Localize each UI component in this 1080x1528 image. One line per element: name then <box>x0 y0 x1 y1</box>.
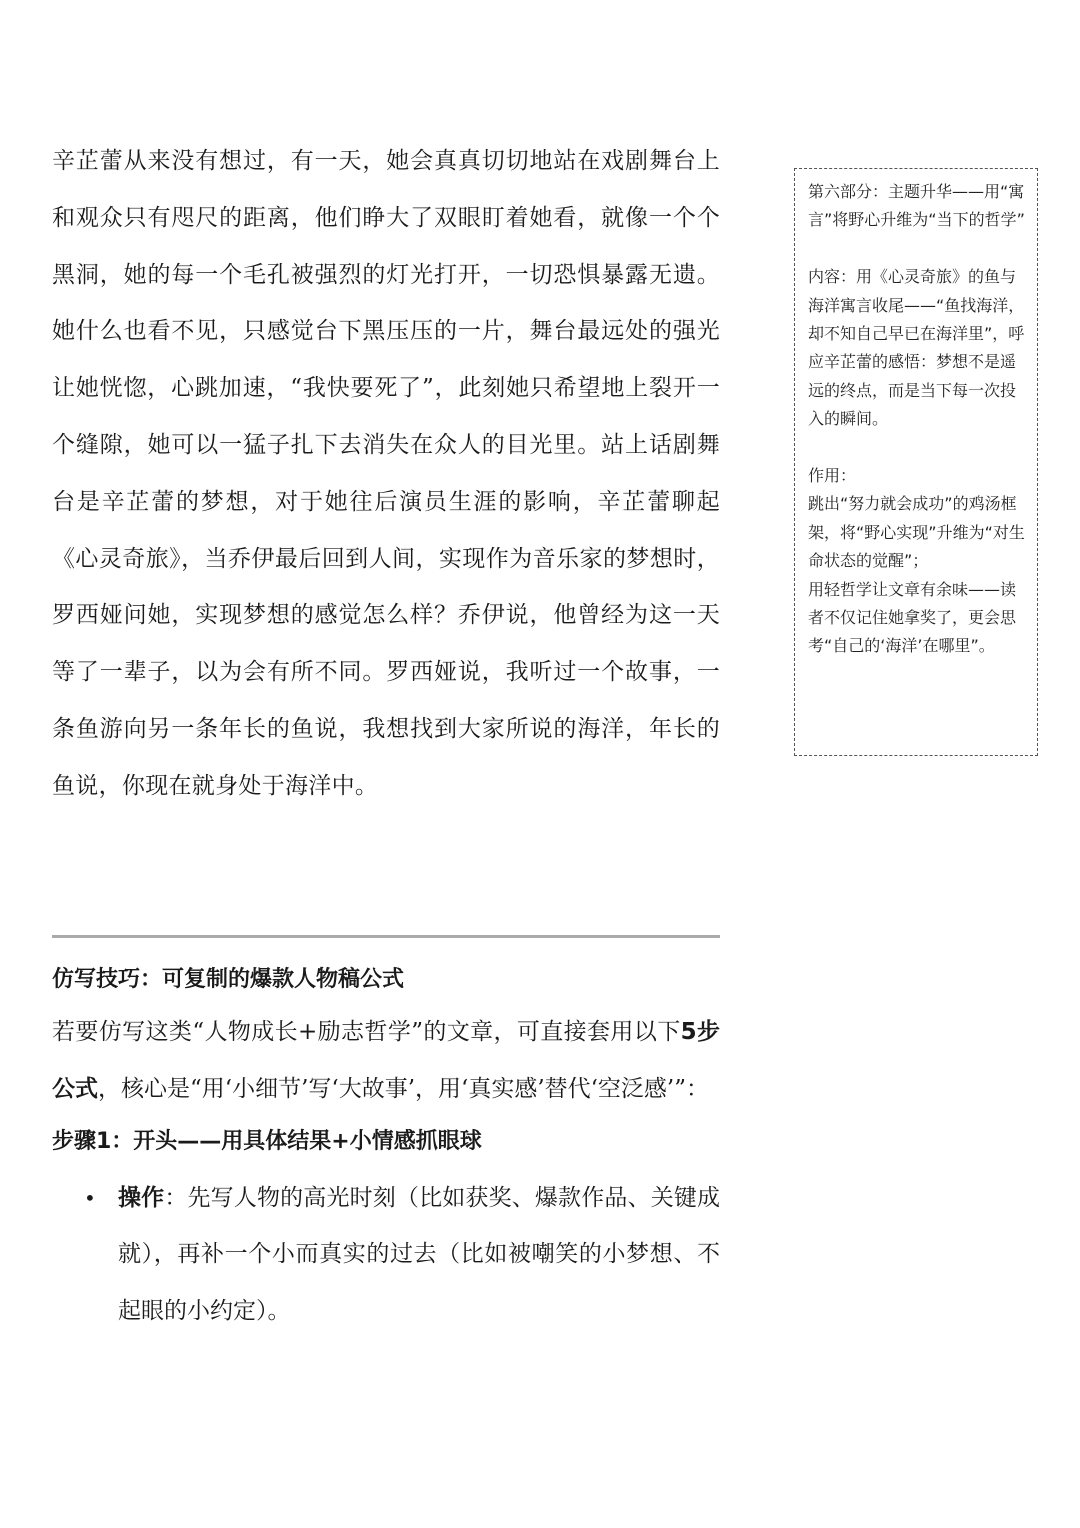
step-1-title: 步骤1：开头——用具体结果+小情感抓眼球 <box>52 1128 482 1154</box>
writing-tips-section <box>52 958 720 1340</box>
annotation-box <box>794 168 1038 756</box>
section-divider <box>52 935 720 938</box>
annotation-heading: 第六部分：主题升华——用“寓言”将野心升维为“当下的哲学” <box>808 182 1025 230</box>
tips-intro-text: 若要仿写这类“人物成长+励志哲学”的文章，可直接套用以下 <box>52 1019 681 1045</box>
bullet-icon: • <box>84 1185 96 1210</box>
annotation-effect-2: 用轻哲学让文章有余味——读者不仅记住她拿奖了，更会思考“自己的‘海洋’在哪里”。 <box>808 579 1017 656</box>
tips-intro-text: ，核心是“用‘小细节’写‘大故事’，用‘真实感’替代‘空泛感’”： <box>98 1075 710 1102</box>
annotation-spacer <box>808 235 1025 263</box>
annotation-spacer <box>808 434 1025 462</box>
list-item <box>52 1170 720 1340</box>
tips-intro <box>52 1004 720 1118</box>
annotation-content: 内容：用《心灵奇旅》的鱼与海洋寓言收尾——“鱼找海洋，却不知自己早已在海洋里”，呼应辛芷蕾的感悟：梦想不是遥远的终点，而是当下每一次投入的瞬间。 <box>808 267 1025 429</box>
step-item-text: ：先写人物的高光时刻（比如获奖、爆款作品、关键成就），再补一个小而真实的过去（比如被嘲笑的小梦想、不起眼的小约定）。 <box>118 1184 721 1325</box>
article-paragraph: 辛芷蕾从来没有想过，有一天，她会真真切切地站在戏剧舞台上和观众只有咫尺的距离，他们睁大了双眼盯着她看，就像一个个黑洞，她的每一个毛孔被强烈的灯光打开，一切恐惧暴露无遗。她什么也看不见，只感觉台下黑压压的一片，舞台最远处的强光让她恍惚，心跳加速，“我快要死了”，此刻她只希望地上裂开一个缝隙，她可以一猛子扎下去消失在众人的目光里。站上话剧舞台是辛芷蕾的梦想，对于她往后演员生涯的影响，辛芷蕾聊起《心灵奇旅》，当乔伊最后回到人间，实现作为音乐家的梦想时，罗西娅问她，实现梦想的感觉怎么样？乔伊说，他曾经为这一天等了一辈子，以为会有所不同。罗西娅说，我听过一个故事，一条鱼游向另一条年长的鱼说，我想找到大家所说的海洋，年长的鱼说，你现在就身处于海洋中。 <box>52 148 720 799</box>
annotation-effect-label: 作用： <box>808 466 857 486</box>
tips-intro-emphasis: 5步公式 <box>52 1019 720 1102</box>
annotation-effect-1: 跳出“努力就会成功”的鸡汤框架，将“野心实现”升维为“对生命状态的觉醒”； <box>808 494 1025 571</box>
step-item-label: 操作 <box>118 1184 165 1211</box>
tips-title: 仿写技巧：可复制的爆款人物稿公式 <box>52 967 405 992</box>
step-1-list <box>52 1170 720 1340</box>
